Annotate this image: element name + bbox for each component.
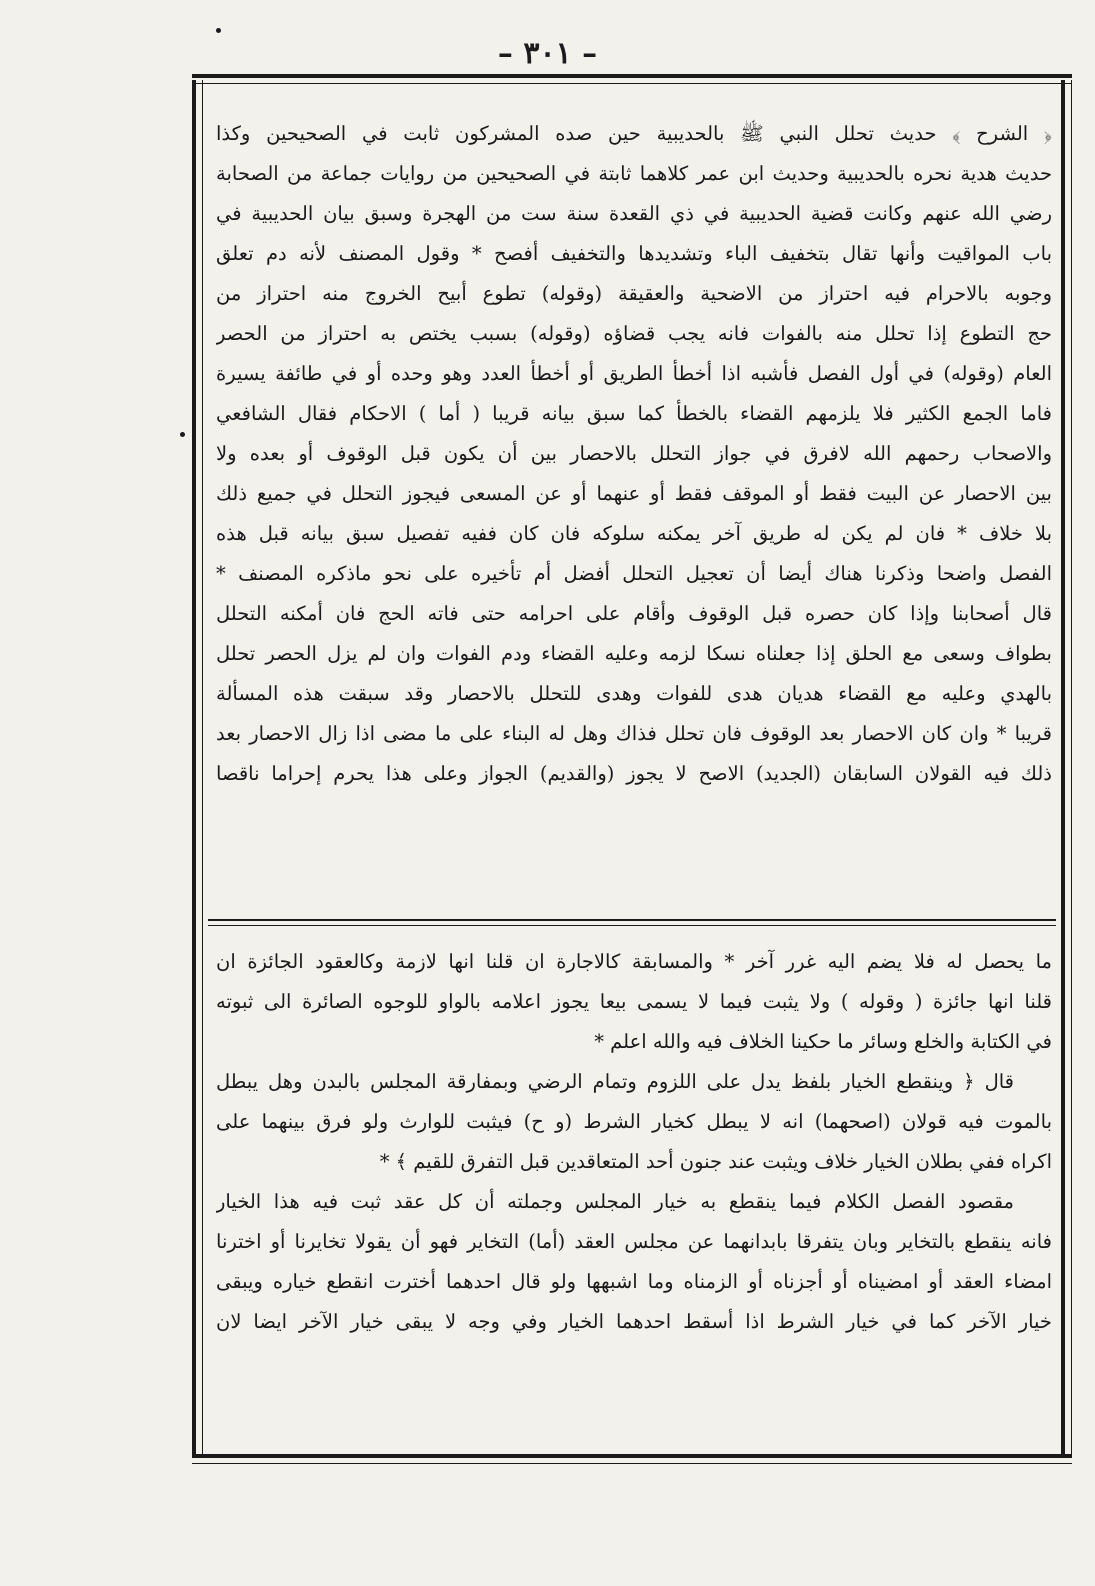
text-line: الفصل واضحا وذكرنا هناك أيضا أن تعجيل التحلل أفضل أم تأخيره على نحو ماذكره المصنف * (216, 562, 1052, 585)
text-line: بلا خلاف * فان لم يكن له طريق آخر يمكنه سلوكه فان كان ففيه تفصيل سبق بيانه قبل هذه (216, 522, 1052, 545)
text-line: حديث هدية نحره بالحديبية وحديث ابن عمر كلاهما ثابتة في الصحيحين من روايات جماعة من الصحابة (216, 162, 1052, 185)
footer-section (216, 942, 1052, 1342)
text-line: قريبا * وان كان الاحصار بعد الوقوف فان تحلل فذاك وهل له البناء على ما مضى اذا زال الاحصار بعد (216, 722, 1052, 745)
text-line: امضاء العقد أو امضيناه أو أجزناه أو الزمناه وما اشبهها ولو قال احدهما أخترت انقطع خياره ويبقى (216, 1270, 1052, 1293)
text-line: بالموت فيه قولان (اصحهما) انه لا يبطل كخيار الشرط (و ح) فيثبت للوارث ولو فرق بينهما على (216, 1110, 1052, 1133)
text-line: ما يحصل له فلا يضم اليه غرر آخر * والمسابقة كالاجارة ان قلنا انها لازمة وكالعقود الجائزة ان (216, 950, 1052, 973)
text-line: قال ﴿ وينقطع الخيار بلفظ يدل على اللزوم وتمام الرضي وبمفارقة المجلس بالبدن وهل يبطل (216, 1070, 1014, 1093)
text-line: بطواف وسعى مع الحلق إذا جعلناه نسكا لزمه وعليه القضاء ودم الفوات وان لم يزل الحصر تحلل (216, 642, 1052, 665)
text-line: خيار الآخر كما في خيار الشرط اذا أسقط احدهما الخيار وفي وجه لا يبقى خيار الآخر ايضا لان (216, 1310, 1052, 1333)
text-line: وجوبه بالاحرام فيه احتراز من الاضحية والعقيقة (وقوله) تطوع أبيح الخروج منه احتراز من (216, 282, 1052, 305)
frame-rule-right (1061, 80, 1072, 1458)
text-line: في الكتابة والخلع وسائر ما حكينا الخلاف فيه والله اعلم * (594, 1030, 1052, 1053)
section-divider (208, 919, 1056, 926)
text-line: قلنا انها جائزة ( وقوله ) ولا يثبت فيما لا يسمى بيعا يجوز اعلامه بالواو للوجوه الصائرة الى ثبوته (216, 990, 1052, 1013)
text-line: بين الاحصار عن البيت فقط أو الموقف فقط أو عنهما أو عن المسعى فيجوز التحلل في جميع ذلك (216, 482, 1052, 505)
ink-speck (216, 28, 221, 33)
commentary-section (216, 114, 1052, 794)
page-frame (192, 74, 1072, 1464)
frame-rule-bottom (192, 1454, 1072, 1464)
text-line: ﴿ الشرح ﴾ حديث تحلل النبي ﷺ بالحديبية حين صده المشركون ثابت في الصحيحين وكذا (216, 122, 1052, 145)
text-line: رضي الله عنهم وكانت قضية الحديبية في ذي القعدة سنة ست من الهجرة وسبق بيان الحديبية في (216, 202, 1052, 225)
frame-rule-left (192, 80, 203, 1458)
text-line: فاما الجمع الكثير فلا يلزمهم القضاء بالخطأ كما سبق بيانه قريبا ( أما ) الاحكام فقال الشافعي (216, 402, 1052, 425)
text-line: مقصود الفصل الكلام فيما ينقطع به خيار المجلس وجملته أن كل عقد ثبت فيه هذا الخيار (216, 1190, 1014, 1213)
text-line: والاصحاب رحمهم الله لافرق في جواز التحلل بالاحصار بين أن يكون قبل الوقوف أو بعده ولا (216, 442, 1052, 465)
page-number: – ٣٠١ – (497, 36, 598, 71)
text-line: اكراه ففي بطلان الخيار خلاف ويثبت عند جنون أحد المتعاقدين قبل التفرق للقيم ﴾ * (379, 1150, 1052, 1173)
text-line: قال أصحابنا وإذا كان حصره قبل الوقوف وأقام على احرامه حتى فاته الحج فان أمكنه التحلل (216, 602, 1052, 625)
text-line: بالهدي وعليه مع القضاء هديان هدى للفوات وهدى للتحلل بالاحصار وقد سبقت هذه المسألة (216, 682, 1052, 705)
text-line: العام (وقوله) في أول الفصل فأشبه اذا أخطأ الطريق أو أخطأ العدد وهو وحده أو في طائفة يسيرة (216, 362, 1052, 385)
ink-speck (180, 432, 185, 437)
text-line: باب المواقيت وأنها تقال بتخفيف الباء وتشديدها والتخفيف أفصح * وقول المصنف لأنه دم تعلق (216, 242, 1052, 265)
frame-rule-top (192, 74, 1072, 84)
text-line: فانه ينقطع بالتخاير وبان يتفرقا بابدانهما عن مجلس العقد (أما) التخاير فهو أن يقولا تخايرنا أو اخترنا (216, 1230, 1052, 1253)
text-line: حج التطوع إذا تحلل منه بالفوات فانه يجب قضاؤه (وقوله) بسبب يختص به احتراز من الحصر (216, 322, 1052, 345)
text-line: ذلك فيه القولان السابقان (الجديد) الاصح لا يجوز (والقديم) الجواز وعلى هذا يحرم إحراما ناقصا (216, 762, 1052, 785)
